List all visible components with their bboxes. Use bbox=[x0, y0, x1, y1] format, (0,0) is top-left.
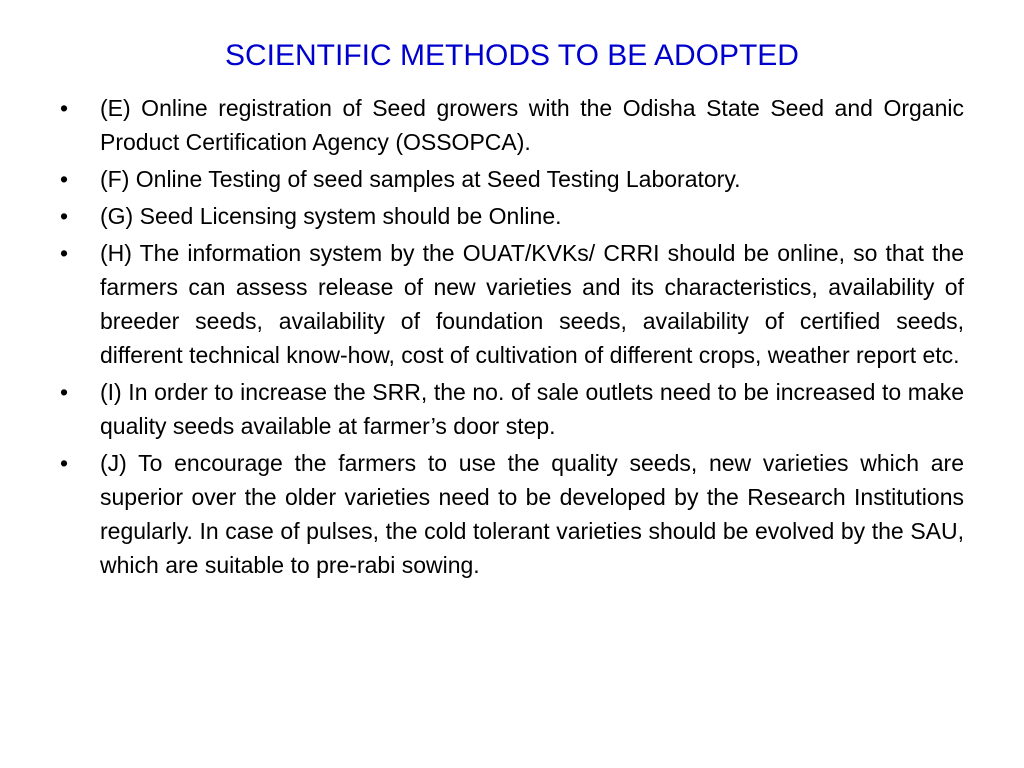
bullet-item-j bbox=[56, 446, 964, 582]
bullet-text: (J) To encourage the farmers to use the quality seeds, new varieties which are superior over the older varieties need to be developed by the Research Institutions regularly. In case of pulses, the cold tolerant varieties should be evolved by the SAU, which are suitable to pre-rabi sowing. bbox=[100, 450, 964, 578]
bullet-icon: • bbox=[60, 203, 69, 229]
bullet-item-h bbox=[56, 236, 964, 372]
bullet-icon: • bbox=[60, 379, 69, 405]
bullet-item-e bbox=[56, 91, 964, 159]
bullet-text: (E) Online registration of Seed growers with the Odisha State Seed and Organic Product Certification Agency (OSSOPCA). bbox=[100, 95, 964, 155]
bullet-item-f bbox=[56, 162, 964, 196]
bullet-icon: • bbox=[60, 166, 69, 192]
bullet-text: (G) Seed Licensing system should be Online. bbox=[100, 203, 562, 229]
bullet-icon: • bbox=[60, 95, 69, 121]
bullet-item-g bbox=[56, 199, 964, 233]
bullet-item-i bbox=[56, 375, 964, 443]
bullet-icon: • bbox=[60, 240, 69, 266]
slide-title: SCIENTIFIC METHODS TO BE ADOPTED bbox=[225, 39, 799, 72]
bullet-text: (I) In order to increase the SRR, the no. of sale outlets need to be increased to make quality seeds available at farmer’s door step. bbox=[100, 379, 964, 439]
bullet-text: (H) The information system by the OUAT/KVKs/ CRRI should be online, so that the farmers can assess release of new varieties and its characteristics, availability of breeder seeds, availability of foundation seeds, availability of certified seeds, different technical know-how, cost of cultivation of different crops, weather report etc. bbox=[100, 240, 964, 368]
bullet-text: (F) Online Testing of seed samples at Seed Testing Laboratory. bbox=[100, 166, 741, 192]
bullet-list bbox=[56, 91, 964, 585]
bullet-icon: • bbox=[60, 450, 69, 476]
